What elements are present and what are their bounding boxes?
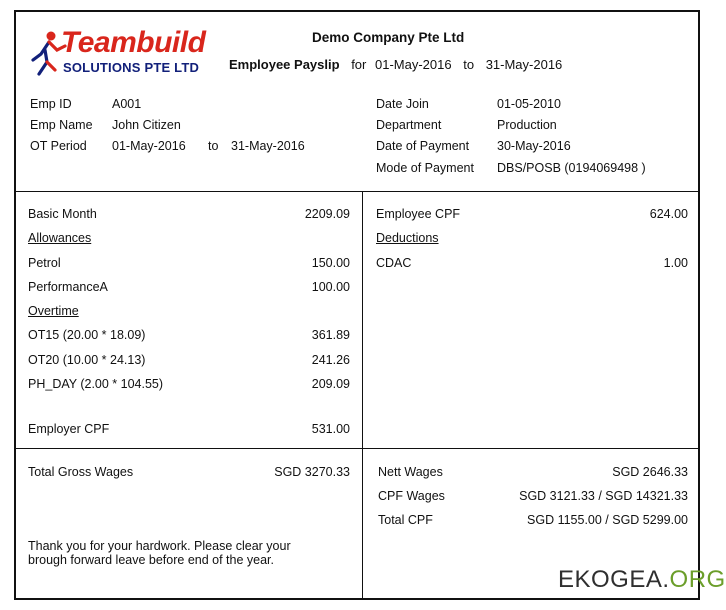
allowances-heading: Allowances bbox=[28, 231, 92, 245]
ot-period-start: 01-May-2016 bbox=[112, 139, 186, 153]
allowance-label: PerformanceA bbox=[28, 280, 108, 294]
nett-wages-label: Nett Wages bbox=[378, 465, 443, 479]
watermark-part-2: ORG bbox=[669, 566, 726, 593]
watermark bbox=[558, 566, 726, 594]
overtime-value: 209.09 bbox=[311, 377, 350, 391]
overtime-label: OT15 (20.00 * 18.09) bbox=[28, 328, 146, 342]
basic-month-label: Basic Month bbox=[28, 207, 97, 221]
overtime-value: 241.26 bbox=[311, 353, 350, 367]
watermark-part-1: EKOGEA. bbox=[558, 566, 670, 593]
divider-totals bbox=[14, 448, 700, 449]
total-cpf-value: SGD 1155.00 / SGD 5299.00 bbox=[527, 513, 688, 527]
emp-id-label: Emp ID bbox=[30, 97, 72, 111]
overtime-label: OT20 (10.00 * 24.13) bbox=[28, 353, 146, 367]
message-line-1: Thank you for your hardwork. Please clear your bbox=[28, 539, 291, 553]
employer-cpf-value: 531.00 bbox=[311, 422, 350, 436]
allowance-label: Petrol bbox=[28, 256, 61, 270]
mode-payment-value: DBS/POSB (0194069498 ) bbox=[497, 161, 646, 175]
cpf-wages-label: CPF Wages bbox=[378, 489, 445, 503]
date-payment-label: Date of Payment bbox=[376, 139, 470, 153]
emp-id-value: A001 bbox=[112, 97, 142, 111]
department-label: Department bbox=[376, 118, 442, 132]
deduction-label: CDAC bbox=[376, 256, 412, 270]
gross-wages-value: SGD 3270.33 bbox=[274, 465, 350, 479]
overtime-heading: Overtime bbox=[28, 304, 79, 318]
period-start: 01-May-2016 bbox=[374, 57, 452, 72]
company-logo bbox=[27, 26, 207, 82]
payslip-title-line bbox=[229, 57, 562, 72]
divider-columns bbox=[362, 192, 363, 599]
gross-wages-label: Total Gross Wages bbox=[28, 465, 134, 479]
mode-payment-label: Mode of Payment bbox=[376, 161, 474, 175]
allowance-value: 100.00 bbox=[311, 280, 350, 294]
logo-wordmark: Teambuild bbox=[61, 26, 206, 59]
period-end: 31-May-2016 bbox=[485, 57, 563, 72]
message-line-2: brough forward leave before end of the year. bbox=[28, 553, 274, 567]
employee-cpf-value: 624.00 bbox=[649, 207, 688, 221]
deductions-heading: Deductions bbox=[376, 231, 439, 245]
allowance-value: 150.00 bbox=[311, 256, 350, 270]
department-value: Production bbox=[497, 118, 557, 132]
for-label: for bbox=[351, 57, 367, 72]
company-name: Demo Company Pte Ltd bbox=[312, 30, 465, 45]
deduction-value: 1.00 bbox=[663, 256, 688, 270]
date-join-label: Date Join bbox=[376, 97, 429, 111]
emp-name-label: Emp Name bbox=[30, 118, 93, 132]
date-payment-value: 30-May-2016 bbox=[497, 139, 571, 153]
employee-cpf-label: Employee CPF bbox=[376, 207, 461, 221]
divider-header bbox=[14, 191, 700, 192]
payslip-title: Employee Payslip bbox=[229, 57, 340, 72]
emp-name-value: John Citizen bbox=[112, 118, 181, 132]
overtime-value: 361.89 bbox=[311, 328, 350, 342]
cpf-wages-value: SGD 3121.33 / SGD 14321.33 bbox=[519, 489, 688, 503]
basic-month-value: 2209.09 bbox=[304, 207, 350, 221]
overtime-label: PH_DAY (2.00 * 104.55) bbox=[28, 377, 164, 391]
total-cpf-label: Total CPF bbox=[378, 513, 433, 527]
logo-subtitle: SOLUTIONS PTE LTD bbox=[63, 60, 200, 75]
ot-period-label: OT Period bbox=[30, 139, 87, 153]
to-label: to bbox=[463, 57, 475, 72]
nett-wages-value: SGD 2646.33 bbox=[612, 465, 688, 479]
ot-period-end: 31-May-2016 bbox=[231, 139, 305, 153]
employer-cpf-label: Employer CPF bbox=[28, 422, 110, 436]
ot-period-to: to bbox=[208, 139, 219, 153]
date-join-value: 01-05-2010 bbox=[497, 97, 561, 111]
